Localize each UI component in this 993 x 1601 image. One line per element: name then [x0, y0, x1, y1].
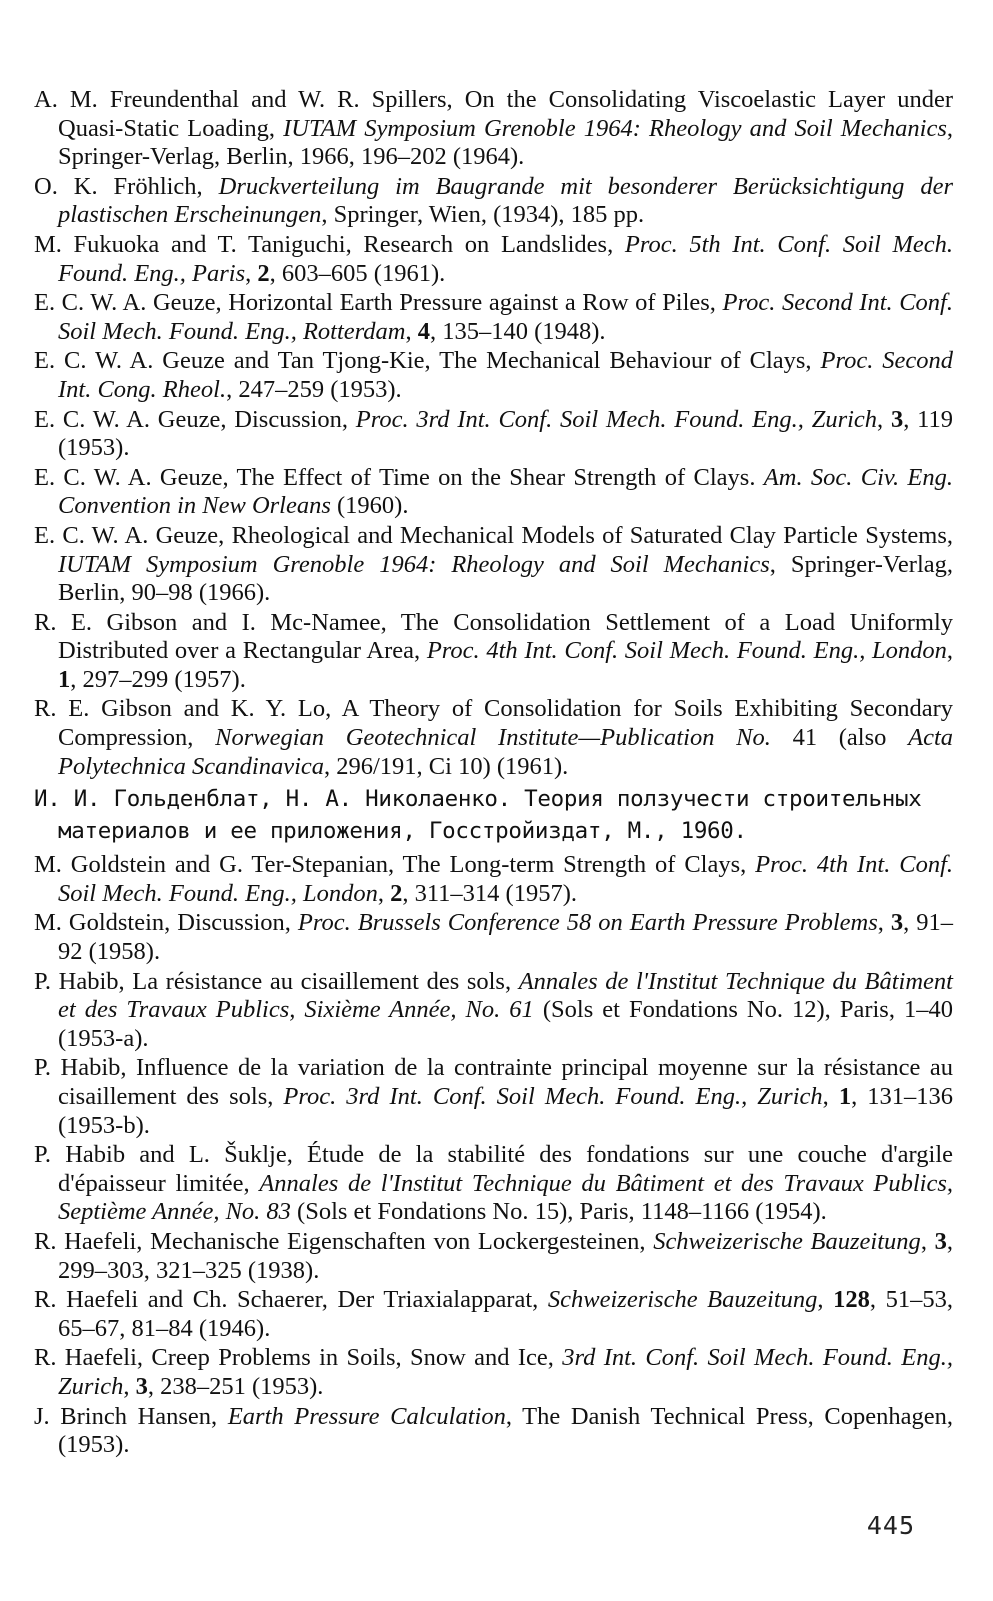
reference-entry: [34, 1054, 953, 1140]
reference-text: И. И. Гольденблат, Н. А. Николаенко. Теория ползучести строительных материалов и ее приложения, Госстройиздат, М., 1960.: [34, 786, 922, 845]
reference-text: ,: [920, 1227, 935, 1255]
reference-entry: [34, 1228, 953, 1285]
reference-source-text: Proc. Second Int. Cong. Rheol.: [58, 347, 953, 403]
reference-text: , 296/191, Ci 10) (1961).: [324, 752, 569, 780]
reference-text: ,: [877, 405, 891, 433]
reference-volume-text: 3: [934, 1227, 947, 1255]
reference-source-text: 3rd Int. Conf. Soil Mech. Found. Eng., Zurich: [58, 1344, 953, 1400]
reference-text: M. Goldstein, Discussion,: [34, 909, 298, 937]
reference-text: ,: [123, 1372, 136, 1400]
reference-source-text: Annales de l'Institut Technique du Bâtiment et des Travaux Publics, Septième Année, No. 83: [58, 1169, 953, 1226]
reference-entry: [34, 968, 953, 1054]
reference-source-text: Proc. 3rd Int. Conf. Soil Mech. Found. Eng., Zurich: [283, 1083, 823, 1110]
reference-entry: [34, 609, 953, 695]
reference-text: A. M. Freundenthal and W. R. Spillers, On the Consolidating Viscoelastic Layer under Quasi-Static Loading,: [34, 86, 953, 142]
reference-text: E. C. W. A. Geuze and Tan Tjong-Kie, The Mechanical Behaviour of Clays,: [34, 347, 821, 375]
reference-entry: [34, 1344, 953, 1401]
reference-entry: [34, 695, 953, 781]
reference-volume-text: 2: [257, 259, 270, 287]
reference-volume-text: 2: [390, 879, 403, 907]
reference-source-text: Norwegian Geotechnical Institute—Publication No.: [215, 724, 771, 752]
reference-entry: [34, 851, 953, 908]
reference-text: , 51–53, 65–67, 81–84 (1946).: [58, 1286, 954, 1342]
reference-text: J. Brinch Hansen,: [34, 1402, 228, 1430]
reference-text: , Springer-Verlag, Berlin, 90–98 (1966).: [58, 550, 953, 607]
reference-text: , 311–314 (1957).: [402, 879, 577, 907]
reference-text: E. C. W. A. Geuze, The Effect of Time on the Shear Strength of Clays.: [34, 463, 764, 491]
reference-source-text: Earth Pressure Calculation: [227, 1402, 506, 1430]
reference-text: R. E. Gibson and K. Y. Lo, A Theory of Consolidation for Soils Exhibiting Secondary Compression,: [34, 695, 953, 752]
reference-text: O. K. Fröhlich,: [34, 172, 219, 200]
reference-source-text: Proc. Brussels Conference 58 on Earth Pressure Problems: [297, 909, 878, 937]
reference-text: E. C. W. A. Geuze, Rheological and Mechanical Models of Saturated Clay Particle Systems,: [34, 521, 953, 549]
reference-entry: [34, 909, 953, 966]
reference-text: , Springer-Verlag, Berlin, 1966, 196–202 (1964).: [58, 114, 953, 171]
reference-entry: [34, 522, 953, 608]
reference-entry: [34, 1403, 953, 1460]
reference-text: E. C. W. A. Geuze, Horizontal Earth Pressure against a Row of Piles,: [34, 289, 723, 317]
reference-text: (1960).: [330, 492, 409, 520]
reference-entry: [34, 231, 953, 288]
reference-text: ,: [877, 909, 891, 937]
reference-text: M. Fukuoka and T. Taniguchi, Research on Landslides,: [34, 230, 625, 258]
reference-text: R. E. Gibson and I. Mc-Namee, The Consolidation Settlement of a Load Uniformly Distributed over a Rectangular Area,: [34, 608, 953, 665]
reference-source-text: IUTAM Symposium Grenoble 1964: Rheology and Soil Mechanics: [58, 550, 770, 578]
reference-text: , 297–299 (1957).: [70, 665, 246, 693]
reference-volume-text: 1: [58, 665, 71, 693]
reference-text: , 91–92 (1958).: [58, 909, 953, 966]
reference-source-text: Annales de l'Institut Technique du Bâtiment et des Travaux Publics, Sixième Année, No. 61: [58, 967, 953, 1024]
reference-entry: [34, 86, 953, 172]
reference-entry: [34, 1141, 953, 1227]
reference-text: P. Habib and L. Šuklje, Étude de la stabilité des fondations sur une couche d'argile d'épaisseur limitée,: [34, 1141, 953, 1197]
reference-text: R. Haefeli, Mechanische Eigenschaften von Lockergesteinen,: [34, 1227, 654, 1255]
reference-source-text: Druckverteilung im Baugrande mit besonderer Berücksichtigung der plastischen Erscheinungen: [58, 172, 953, 229]
reference-entry: [34, 783, 953, 847]
reference-volume-text: 3: [890, 405, 904, 433]
reference-entry: [34, 289, 953, 346]
reference-text: P. Habib, La résistance au cisaillement des sols,: [34, 967, 519, 995]
reference-text: R. Haefeli and Ch. Schaerer, Der Triaxialapparat,: [34, 1286, 548, 1314]
reference-text: ,: [377, 879, 391, 907]
reference-source-text: Proc. Second Int. Conf. Soil Mech. Found. Eng., Rotterdam: [58, 289, 953, 345]
reference-text: (Sols et Fondations No. 12), Paris, 1–40 (1953-a).: [58, 996, 953, 1052]
reference-source-text: Proc. 4th Int. Conf. Soil Mech. Found. Eng., London: [58, 851, 954, 907]
reference-source-text: Acta Polytechnica Scandinavica: [58, 724, 954, 780]
reference-text: (Sols et Fondations No. 15), Paris, 1148–1166 (1954).: [290, 1198, 827, 1226]
page-number: 445: [866, 1511, 915, 1540]
reference-volume-text: 1: [838, 1083, 852, 1110]
reference-source-text: Proc. 5th Int. Conf. Soil Mech. Found. Eng., Paris: [58, 230, 953, 287]
reference-text: , 131–136 (1953-b).: [58, 1083, 953, 1139]
reference-text: ,: [405, 317, 418, 345]
reference-entry: [34, 406, 953, 463]
reference-text: R. Haefeli, Creep Problems in Soils, Snow and Ice,: [34, 1344, 563, 1372]
reference-volume-text: 128: [833, 1286, 870, 1314]
reference-volume-text: 4: [417, 317, 430, 345]
reference-volume-text: 3: [135, 1372, 148, 1400]
reference-text: , 603–605 (1961).: [269, 259, 446, 287]
reference-text: , 135–140 (1948).: [429, 317, 606, 345]
reference-text: , 119 (1953).: [58, 405, 954, 462]
reference-text: , 238–251 (1953).: [147, 1372, 324, 1400]
reference-text: , 299–303, 321–325 (1938).: [58, 1227, 954, 1284]
reference-text: ,: [822, 1083, 839, 1110]
reference-source-text: Schweizerische Bauzeitung: [547, 1286, 818, 1314]
reference-text: , The Danish Technical Press, Copenhagen, (1953).: [58, 1402, 953, 1459]
reference-text: ,: [245, 259, 258, 287]
reference-source-text: IUTAM Symposium Grenoble 1964: Rheology and Soil Mechanics: [283, 114, 947, 142]
reference-source-text: Proc. 3rd Int. Conf. Soil Mech. Found. Eng., Zurich: [355, 405, 878, 433]
reference-entry: [34, 173, 953, 230]
reference-list: [34, 86, 953, 1460]
reference-source-text: Schweizerische Bauzeitung: [653, 1227, 921, 1255]
reference-text: ,: [946, 637, 953, 665]
reference-text: ,: [817, 1286, 834, 1314]
reference-text: M. Goldstein and G. Ter-Stepanian, The Long-term Strength of Clays,: [34, 851, 756, 879]
reference-entry: [34, 1286, 953, 1343]
reference-text: E. C. W. A. Geuze, Discussion,: [34, 405, 356, 433]
reference-text: P. Habib, Influence de la variation de la contrainte principal moyenne sur la résistance au cisaillement des sols,: [34, 1054, 953, 1110]
reference-text: , Springer, Wien, (1934), 185 pp.: [321, 201, 645, 229]
reference-volume-text: 3: [890, 909, 904, 937]
reference-text: 41 (also: [770, 724, 909, 752]
reference-text: , 247–259 (1953).: [226, 375, 402, 403]
reference-source-text: Am. Soc. Civ. Eng. Convention in New Orleans: [58, 463, 953, 520]
reference-entry: [34, 464, 953, 521]
reference-source-text: Proc. 4th Int. Conf. Soil Mech. Found. Eng., London: [426, 637, 947, 665]
reference-entry: [34, 347, 953, 404]
